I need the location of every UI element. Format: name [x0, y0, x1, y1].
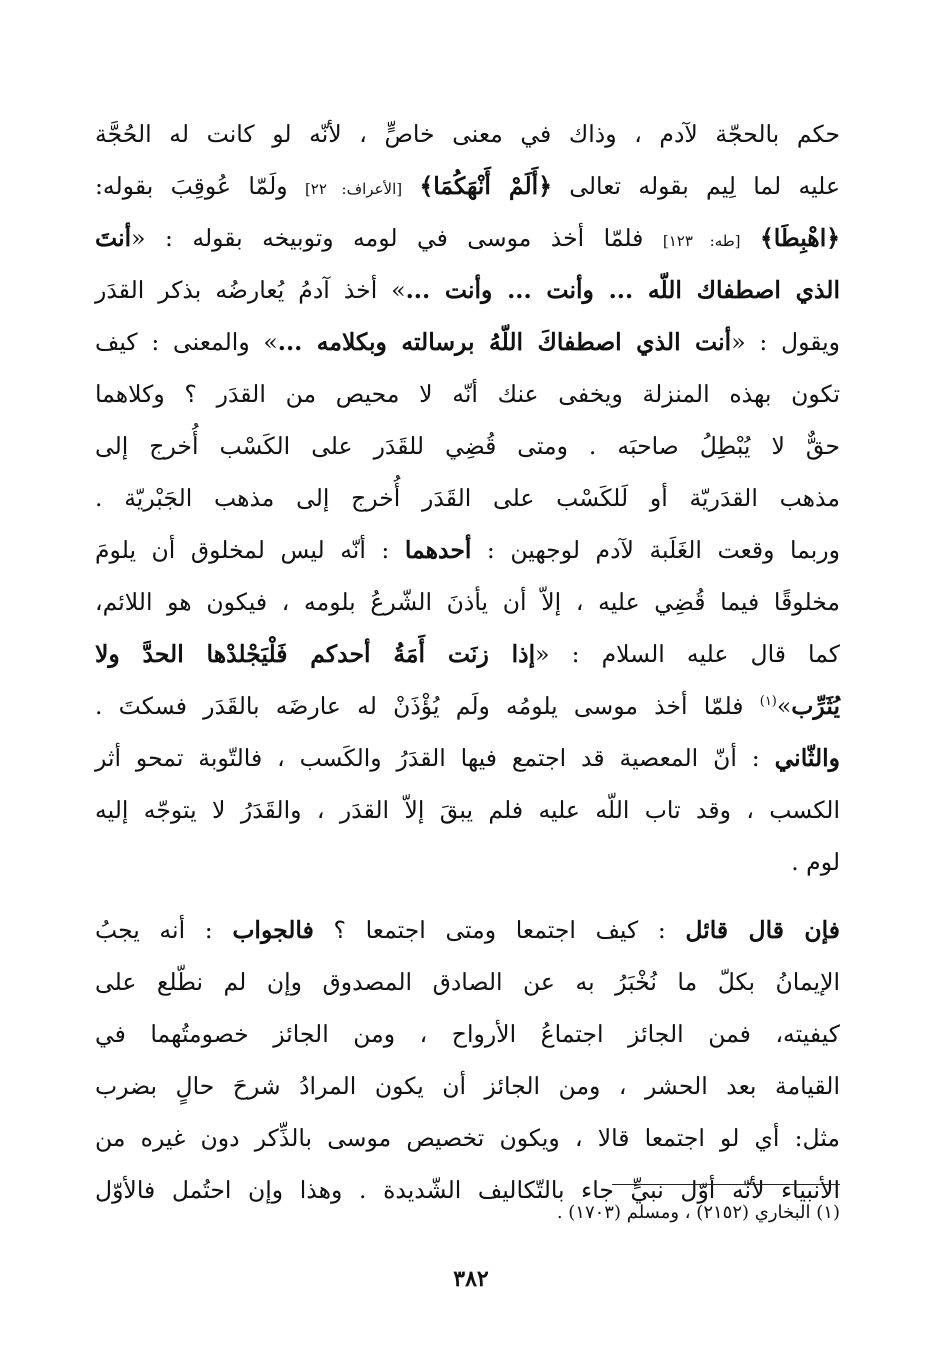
hadith-quote: أنتَ — [95, 224, 132, 252]
main-text — [95, 108, 840, 1216]
page-number: ٣٨٢ — [453, 1266, 489, 1292]
text-line: حكم بالحجّة لآدم ، وذاك في معنى خاصٍّ ، لأنّه لو كانت له الحُجَّة — [95, 120, 840, 148]
text-line: والثّاني : أنّ المعصية قد اجتمع فيها القدَرُ والكَسب ، فالتّوبة تمحو أثر — [95, 744, 840, 772]
text-line: لوم . — [791, 848, 840, 876]
verse-reference: [الأعراف: ٢٢] — [304, 180, 403, 198]
hadith-quote: يُثَرِّب — [791, 692, 840, 720]
text-line: الأنبياء لأنّه أوّل نبيٍّ جاء بالتّكاليف الشّديدة . وهذا وإن احتُمل فالأوّل — [95, 1176, 840, 1204]
text-line: كيفيته، فمن الجائز اجتماعُ الأرواح ، ومن الجائز خصومتُهما في — [95, 1020, 840, 1048]
verse-reference: [طه: ١٢٣] — [662, 232, 741, 250]
footnote-marker: (١) — [759, 694, 777, 710]
heading-term: فإن قال قائل — [685, 916, 840, 944]
text-line: الإيمانُ بكلّ ما نُخْبَرُ به عن الصادق المصدوق وإن لم نطّلع على — [95, 968, 840, 996]
text-line: مثل: أي لو اجتمعا قالا ، ويكون تخصيص موسى بالذِّكر دون غيره من — [95, 1124, 840, 1152]
heading-term: والثّاني — [774, 744, 840, 772]
text-line: مذهب القدَريّة أو لَلكَسْب على القَدَر أُخرج إلى مذهب الجَبْريّة . — [95, 484, 840, 512]
text-line: الكسب ، وقد تاب اللّه عليه فلم يبقَ إلاّ القدَر ، والقَدَرُ لا يتوجّه إليه — [95, 796, 840, 824]
text-line: فإن قال قائل : كيف اجتمعا ومتى اجتمعا ؟ فالجواب : أنه يجبُ — [95, 916, 840, 944]
paragraph-gap — [95, 888, 840, 904]
quran-verse: ﴿اهْبِطَا﴾ — [760, 224, 840, 252]
text-line: الذي اصطفاك اللّه ... وأنت ... وأنت ...» أخذ آدمُ يُعارضُه بذكر القدَر — [95, 276, 840, 304]
quran-verse: ﴿أَلَمْ أَنْهَكُمَا﴾ — [419, 172, 552, 200]
text-line: كما قال عليه السلام : «إذا زنَت أَمَةُ أحدكم فَلْيَجْلدْها الحدَّ ولا — [95, 640, 840, 668]
footnote-separator — [612, 1184, 840, 1185]
text-line: حقٌّ لا يُبْطِلُ صاحبَه . ومتى قُضِي للقَدَر على الكَسْب أُخرج إلى — [95, 432, 840, 460]
text-line: مخلوقًا فيما قُضِي عليه ، إلاّ أن يأذنَ الشّرعُ بلومه ، فيكون هو اللائم، — [95, 588, 840, 616]
hadith-quote: إذا زنَت أَمَةُ أحدكم فَلْيَجْلدْها الحدَّ ولا — [95, 640, 536, 668]
footnote: (١) البخاري (٢١٥٢) ، ومسلم (١٧٠٣) . — [556, 1202, 840, 1223]
heading-term: أحدهما — [404, 536, 472, 564]
text-line: ﴿اهْبِطَا﴾ [طه: ١٢٣] فلمّا أخذ موسى في لومه وتوبيخه بقوله : «أنتَ — [95, 224, 840, 252]
text-line: ويقول : «أنت الذي اصطفاكَ اللّهُ برسالته وبكلامه ...» والمعنى : كيف — [95, 328, 840, 356]
heading-term: فالجواب — [232, 916, 314, 944]
hadith-quote: الذي اصطفاك اللّه ... وأنت ... وأنت ... — [405, 276, 840, 304]
text-line: وربما وقعت الغَلَبة لآدم لوجهين : أحدهما : أنّه ليس لمخلوق أن يلومَ — [95, 536, 840, 564]
text-line: عليه لما لِيم بقوله تعالى ﴿أَلَمْ أَنْهَكُمَا﴾ [الأعراف: ٢٢] ولَمّا عُوقِبَ بقوله: — [95, 172, 840, 200]
text-line: تكون بهذه المنزلة ويخفى عنك أنّه لا محيص من القدَر ؟ وكلاهما — [95, 380, 840, 408]
text-line: يُثَرِّب»$^{(١)}$ فلمّا أخذ موسى يلومُه ولَم يُؤْذَنْ له عارضَه بالقَدَر فسكتَ . — [95, 692, 840, 720]
hadith-quote: أنت الذي اصطفاكَ اللّهُ برسالته وبكلامه ... — [277, 328, 732, 356]
text-line: القيامة بعد الحشر ، ومن الجائز أن يكون المرادُ شرحَ حالٍ بضرب — [95, 1072, 840, 1100]
